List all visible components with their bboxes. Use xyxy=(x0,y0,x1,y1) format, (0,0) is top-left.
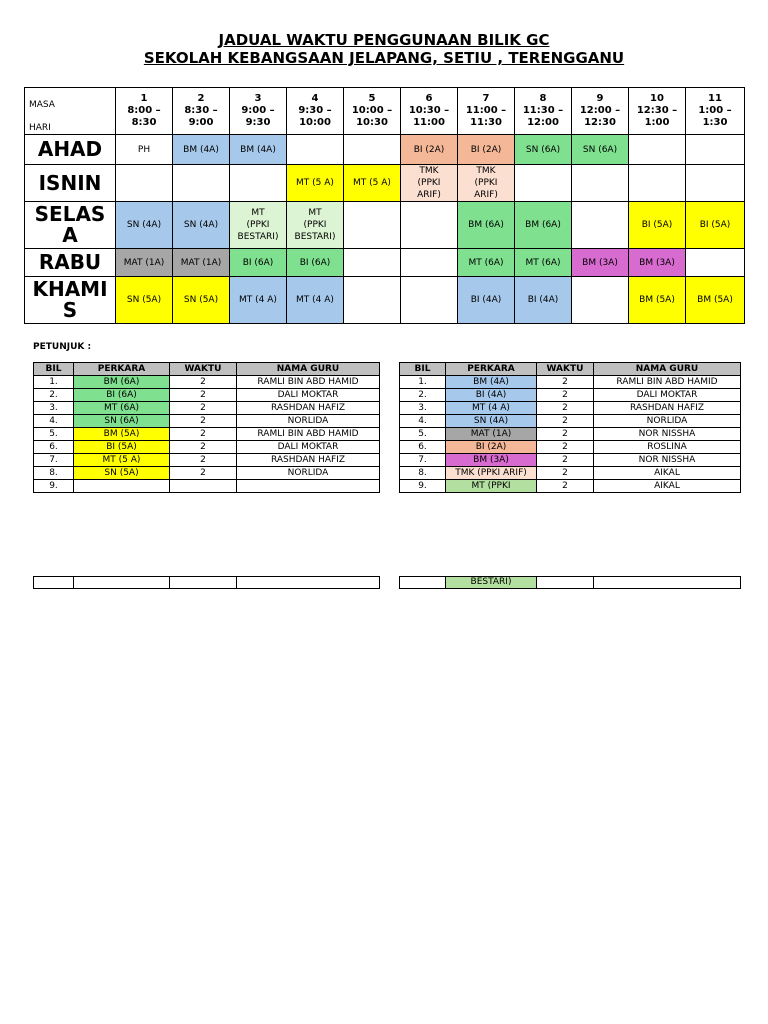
day-label: SELAS A xyxy=(25,202,116,249)
legend-table-right xyxy=(399,362,741,493)
legend-guru: NORLIDA xyxy=(594,415,741,428)
legend-header: PERKARA xyxy=(74,363,170,376)
timetable-cell: BI (2A) xyxy=(401,135,458,165)
legend-waktu: 2 xyxy=(537,402,594,415)
period-header xyxy=(287,88,344,135)
timetable-cell xyxy=(515,165,572,202)
period-number: 4 xyxy=(311,93,319,104)
legend-bil: 8. xyxy=(34,467,74,480)
period-header xyxy=(572,88,629,135)
timetable-cell xyxy=(572,202,629,249)
legend-waktu: 2 xyxy=(170,415,237,428)
period-time: 11:00 – 11:30 xyxy=(465,105,507,128)
legend-row xyxy=(34,389,380,402)
legend-waktu: 2 xyxy=(537,428,594,441)
timetable-cell xyxy=(686,135,745,165)
legend-perkara: MT (PPKI xyxy=(446,480,537,493)
timetable-cell xyxy=(572,165,629,202)
period-number: 1 xyxy=(140,93,148,104)
legend-row xyxy=(400,389,741,402)
period-number: 3 xyxy=(254,93,262,104)
timetable-cell xyxy=(401,277,458,324)
period-header xyxy=(629,88,686,135)
legend-perkara: TMK (PPKI ARIF) xyxy=(446,467,537,480)
legend-waktu: 2 xyxy=(537,441,594,454)
timetable-cell: BM (3A) xyxy=(629,249,686,277)
legend-guru: RASHDAN HAFIZ xyxy=(594,402,741,415)
timetable-cell: BI (4A) xyxy=(515,277,572,324)
timetable-cell: MT (PPKI BESTARI) xyxy=(230,202,287,249)
day-label: AHAD xyxy=(25,135,116,165)
timetable-cell: BI (2A) xyxy=(458,135,515,165)
timetable-cell xyxy=(344,135,401,165)
legend-guru: DALI MOKTAR xyxy=(237,389,380,402)
legend-header: BIL xyxy=(34,363,74,376)
legend-perkara: SN (5A) xyxy=(74,467,170,480)
legend-waktu: 2 xyxy=(170,402,237,415)
legend-guru: NOR NISSHA xyxy=(594,428,741,441)
period-time: 12:00 – 12:30 xyxy=(579,105,621,128)
page-title: JADUAL WAKTU PENGGUNAAN BILIK GC xyxy=(218,31,550,49)
timetable-cell: BM (6A) xyxy=(458,202,515,249)
legend-bil: 6. xyxy=(400,441,446,454)
legend-perkara: BI (4A) xyxy=(446,389,537,402)
legend-header: WAKTU xyxy=(537,363,594,376)
timetable-cell: BI (4A) xyxy=(458,277,515,324)
timetable-cell xyxy=(173,165,230,202)
legend-perkara: MAT (1A) xyxy=(446,428,537,441)
legend-bil: 3. xyxy=(34,402,74,415)
timetable-cell: SN (6A) xyxy=(515,135,572,165)
timetable-cell xyxy=(230,165,287,202)
petunjuk-label: PETUNJUK : xyxy=(33,342,92,352)
legend-guru: DALI MOKTAR xyxy=(594,389,741,402)
legend-waktu: 2 xyxy=(170,428,237,441)
period-header xyxy=(116,88,173,135)
day-label: ISNIN xyxy=(25,165,116,202)
timetable-cell xyxy=(287,135,344,165)
timetable-row xyxy=(25,202,745,249)
legend-waktu: 2 xyxy=(170,389,237,402)
timetable-cell xyxy=(116,165,173,202)
legend-bil: 1. xyxy=(34,376,74,389)
timetable-cell xyxy=(344,202,401,249)
legend-guru: NORLIDA xyxy=(237,467,380,480)
legend-bil: 9. xyxy=(34,480,74,493)
timetable-cell: BM (4A) xyxy=(230,135,287,165)
continuation-row xyxy=(34,577,380,589)
legend-header: BIL xyxy=(400,363,446,376)
period-number: 7 xyxy=(482,93,490,104)
timetable-cell: SN (4A) xyxy=(173,202,230,249)
legend-guru: RASHDAN HAFIZ xyxy=(237,402,380,415)
period-time: 12:30 – 1:00 xyxy=(636,105,678,128)
legend-waktu: 2 xyxy=(170,376,237,389)
period-time: 9:00 – 9:30 xyxy=(241,105,275,128)
legend-row xyxy=(34,415,380,428)
legend-bil: 9. xyxy=(400,480,446,493)
timetable-cell: SN (6A) xyxy=(572,135,629,165)
legend-row xyxy=(400,415,741,428)
period-time: 8:30 – 9:00 xyxy=(184,105,218,128)
period-header xyxy=(344,88,401,135)
period-time: 10:30 – 11:00 xyxy=(408,105,450,128)
period-time: 1:00 – 1:30 xyxy=(698,105,732,128)
legend-perkara: MT (5 A) xyxy=(74,454,170,467)
continuation-perkara: BESTARI) xyxy=(446,577,537,589)
timetable-cell xyxy=(629,165,686,202)
legend-bil: 5. xyxy=(400,428,446,441)
period-number: 10 xyxy=(650,93,664,104)
timetable-cell: BM (4A) xyxy=(173,135,230,165)
legend-row xyxy=(400,467,741,480)
timetable-cell: BM (6A) xyxy=(515,202,572,249)
timetable-cell xyxy=(344,249,401,277)
timetable-cell xyxy=(344,277,401,324)
legend-header: PERKARA xyxy=(446,363,537,376)
legend-row xyxy=(400,428,741,441)
legend-guru: NORLIDA xyxy=(237,415,380,428)
legend-row xyxy=(34,454,380,467)
period-header xyxy=(401,88,458,135)
legend-perkara: BI (2A) xyxy=(446,441,537,454)
legend-perkara: SN (4A) xyxy=(446,415,537,428)
legend-guru: AIKAL xyxy=(594,467,741,480)
period-time: 9:30 – 10:00 xyxy=(298,105,332,128)
legend-continuation-right xyxy=(399,576,741,589)
timetable-cell: MT (4 A) xyxy=(230,277,287,324)
legend-row xyxy=(34,402,380,415)
timetable-row xyxy=(25,277,745,324)
legend-perkara: BM (6A) xyxy=(74,376,170,389)
timetable-row xyxy=(25,135,745,165)
period-number: 2 xyxy=(197,93,205,104)
timetable-cell: BM (5A) xyxy=(686,277,745,324)
legend-guru: DALI MOKTAR xyxy=(237,441,380,454)
legend-row xyxy=(400,402,741,415)
day-label: KHAMI S xyxy=(25,277,116,324)
legend-waktu xyxy=(170,480,237,493)
timetable-cell: SN (5A) xyxy=(173,277,230,324)
timetable-cell: BI (6A) xyxy=(230,249,287,277)
timetable-cell: BM (3A) xyxy=(572,249,629,277)
legend-perkara: BM (3A) xyxy=(446,454,537,467)
period-number: 5 xyxy=(368,93,376,104)
legend-guru xyxy=(237,480,380,493)
legend-row xyxy=(400,376,741,389)
period-number: 11 xyxy=(708,93,722,104)
legend-bil: 2. xyxy=(34,389,74,402)
legend-perkara: BI (6A) xyxy=(74,389,170,402)
timetable xyxy=(24,87,745,324)
legend-table-left xyxy=(33,362,380,493)
legend-waktu: 2 xyxy=(537,480,594,493)
legend-perkara: SN (6A) xyxy=(74,415,170,428)
timetable-cell xyxy=(686,249,745,277)
legend-row xyxy=(400,480,741,493)
legend-perkara: MT (6A) xyxy=(74,402,170,415)
legend-waktu: 2 xyxy=(170,441,237,454)
legend-waktu: 2 xyxy=(537,415,594,428)
period-header xyxy=(230,88,287,135)
continuation-row xyxy=(400,577,741,589)
legend-perkara: BM (4A) xyxy=(446,376,537,389)
timetable-cell: SN (4A) xyxy=(116,202,173,249)
timetable-cell: MAT (1A) xyxy=(173,249,230,277)
legend-header: WAKTU xyxy=(170,363,237,376)
timetable-row xyxy=(25,249,745,277)
period-time: 11:30 – 12:00 xyxy=(522,105,564,128)
legend-bil: 4. xyxy=(34,415,74,428)
legend-bil: 6. xyxy=(34,441,74,454)
legend-row xyxy=(400,441,741,454)
timetable-cell xyxy=(401,202,458,249)
period-header xyxy=(173,88,230,135)
legend-waktu: 2 xyxy=(170,454,237,467)
timetable-cell: TMK (PPKI ARIF) xyxy=(458,165,515,202)
legend-bil: 7. xyxy=(34,454,74,467)
legend-guru: ROSLINA xyxy=(594,441,741,454)
legend-perkara xyxy=(74,480,170,493)
timetable-cell: BI (5A) xyxy=(686,202,745,249)
legend-bil: 7. xyxy=(400,454,446,467)
timetable-cell: MT (PPKI BESTARI) xyxy=(287,202,344,249)
timetable-cell: TMK (PPKI ARIF) xyxy=(401,165,458,202)
legend-continuation-left xyxy=(33,576,380,589)
timetable-header-row xyxy=(25,88,745,135)
legend-bil: 1. xyxy=(400,376,446,389)
timetable-cell: SN (5A) xyxy=(116,277,173,324)
page-subtitle: SEKOLAH KEBANGSAAN JELAPANG, SETIU , TERENGGANU xyxy=(143,49,625,67)
legend-row xyxy=(34,376,380,389)
legend-waktu: 2 xyxy=(537,376,594,389)
legend-waktu: 2 xyxy=(537,454,594,467)
period-number: 9 xyxy=(596,93,604,104)
period-time: 10:00 – 10:30 xyxy=(351,105,393,128)
timetable-cell xyxy=(572,277,629,324)
legend-guru: AIKAL xyxy=(594,480,741,493)
legend-bil: 2. xyxy=(400,389,446,402)
timetable-cell: MT (6A) xyxy=(515,249,572,277)
legend-waktu: 2 xyxy=(537,389,594,402)
masa-label: MASA xyxy=(29,100,55,110)
period-number: 6 xyxy=(425,93,433,104)
timetable-cell: MT (5 A) xyxy=(287,165,344,202)
legend-row xyxy=(34,441,380,454)
period-header xyxy=(515,88,572,135)
timetable-cell xyxy=(629,135,686,165)
timetable-cell: BI (6A) xyxy=(287,249,344,277)
legend-guru: RASHDAN HAFIZ xyxy=(237,454,380,467)
timetable-row xyxy=(25,165,745,202)
timetable-cell: PH xyxy=(116,135,173,165)
timetable-cell: MAT (1A) xyxy=(116,249,173,277)
legend-guru: RAMLI BIN ABD HAMID xyxy=(237,376,380,389)
legend-header: NAMA GURU xyxy=(594,363,741,376)
timetable-cell: MT (4 A) xyxy=(287,277,344,324)
timetable-cell: MT (5 A) xyxy=(344,165,401,202)
legend-row xyxy=(400,454,741,467)
timetable-cell xyxy=(401,249,458,277)
legend-guru: RAMLI BIN ABD HAMID xyxy=(594,376,741,389)
timetable-cell: MT (6A) xyxy=(458,249,515,277)
legend-row xyxy=(34,467,380,480)
legend-guru: RAMLI BIN ABD HAMID xyxy=(237,428,380,441)
timetable-cell xyxy=(686,165,745,202)
legend-perkara: BI (5A) xyxy=(74,441,170,454)
legend-waktu: 2 xyxy=(170,467,237,480)
day-label: RABU xyxy=(25,249,116,277)
legend-row xyxy=(34,428,380,441)
legend-bil: 5. xyxy=(34,428,74,441)
timetable-cell: BI (5A) xyxy=(629,202,686,249)
period-header xyxy=(686,88,745,135)
legend-header: NAMA GURU xyxy=(237,363,380,376)
period-header xyxy=(458,88,515,135)
legend-guru: NOR NISSHA xyxy=(594,454,741,467)
hari-label: HARI xyxy=(29,123,51,133)
legend-bil: 8. xyxy=(400,467,446,480)
legend-perkara: MT (4 A) xyxy=(446,402,537,415)
period-time: 8:00 – 8:30 xyxy=(127,105,161,128)
legend-bil: 3. xyxy=(400,402,446,415)
legend-waktu: 2 xyxy=(537,467,594,480)
legend-row xyxy=(34,480,380,493)
legend-perkara: BM (5A) xyxy=(74,428,170,441)
legend-bil: 4. xyxy=(400,415,446,428)
period-number: 8 xyxy=(539,93,547,104)
timetable-cell: BM (5A) xyxy=(629,277,686,324)
corner-cell xyxy=(25,88,116,135)
